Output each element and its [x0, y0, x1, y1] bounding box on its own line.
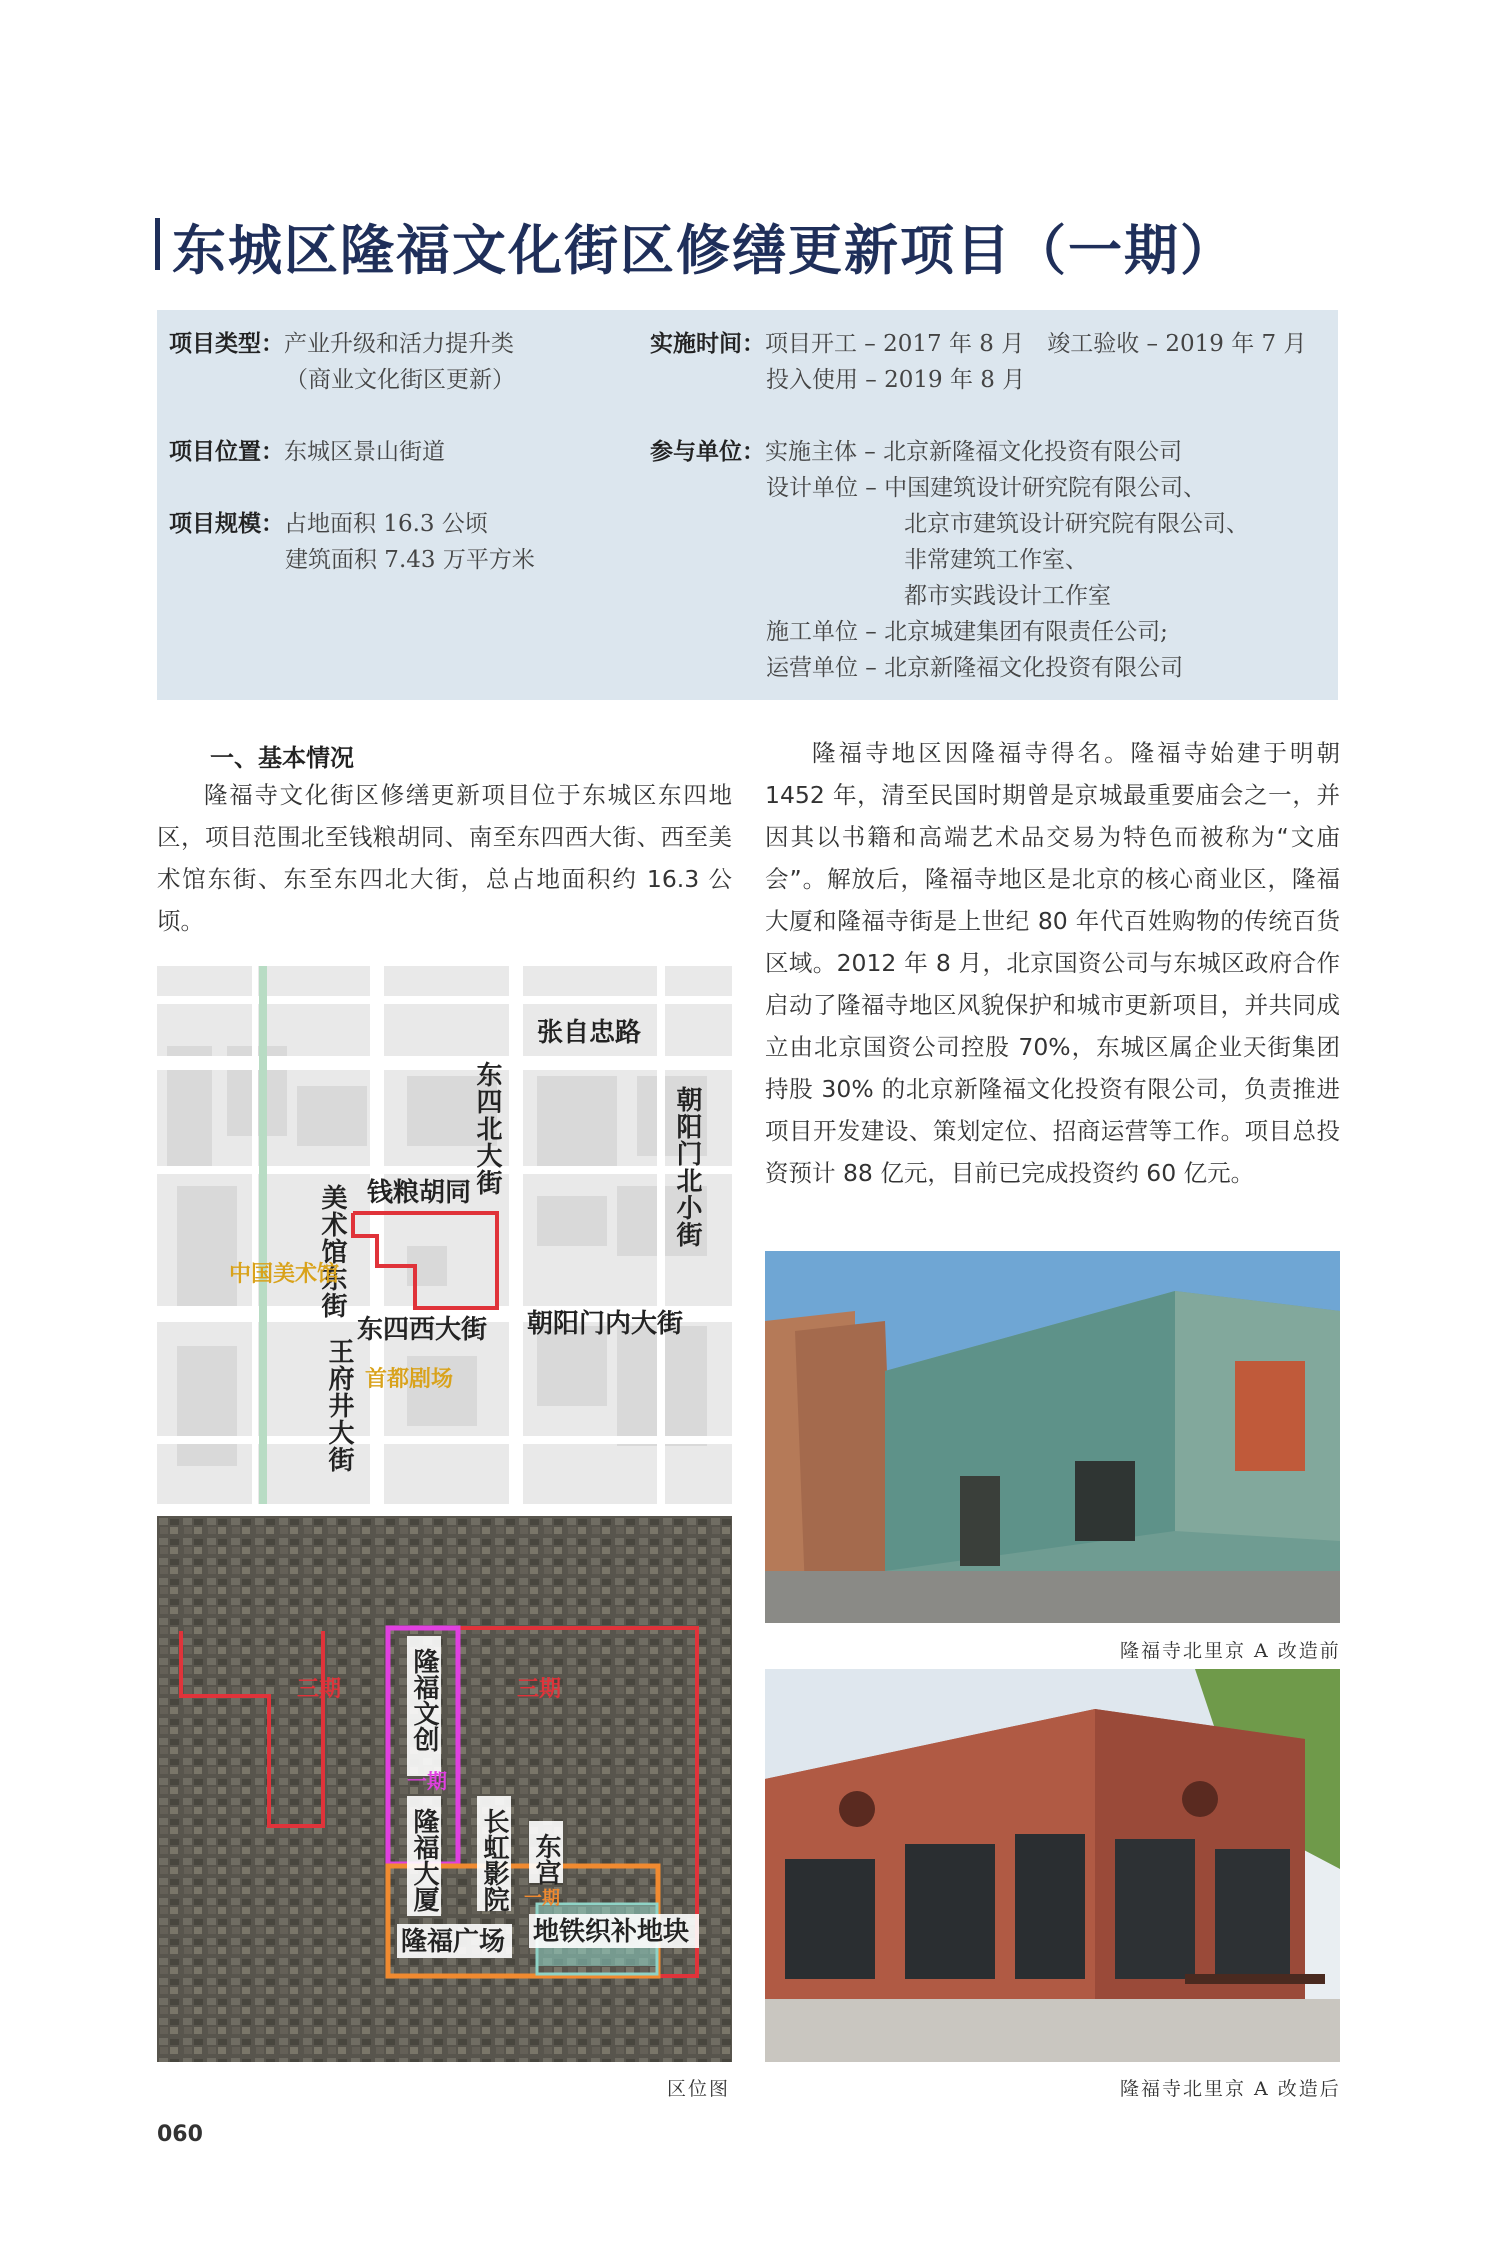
label-dongong [529, 1821, 563, 1885]
svg-text:隆福广场: 隆福广场 [401, 1927, 506, 1957]
label-wangfujing [324, 1338, 354, 1473]
svg-text:美术馆东街: 美术馆东街 [317, 1184, 347, 1319]
photo-before-svg [765, 1251, 1340, 1623]
label-subway-plot [529, 1914, 699, 1948]
label-changhong [477, 1796, 511, 1912]
implementation-time: 实施时间：项目开工 – 2017 年 8 月 竣工验收 – 2019 年 7 月 投入使用 – 2019 年 8 月 [650, 331, 1307, 393]
section-heading: 一、基本情况 [210, 744, 354, 772]
svg-text:东宫: 东宫 [531, 1833, 561, 1885]
label-phase1: 一期 [407, 1769, 447, 1793]
page-number: 060 [157, 2122, 203, 2147]
svg-text:东四北大街: 东四北大街 [472, 1061, 502, 1196]
label-chaoyangmenbei [672, 1086, 702, 1248]
project-scale: 项目规模：占地面积 16.3 公顷 建筑面积 7.43 万平方米 [169, 511, 535, 573]
caption-location-map: 区位图 [667, 2078, 731, 2100]
svg-text:朝阳门北小街: 朝阳门北小街 [672, 1086, 702, 1248]
page-title: 东城区隆福文化街区修缮更新项目（一期） [172, 219, 1236, 282]
photo-after-svg [765, 1669, 1340, 2062]
label-capital-theatre: 首都剧场 [365, 1367, 454, 1392]
project-type: 项目类型：产业升级和活力提升类 （商业文化街区更新） [169, 331, 515, 393]
svg-text:隆福大厦: 隆福大厦 [409, 1808, 439, 1912]
label-chaoyangmennei: 朝阳门内大街 [527, 1309, 684, 1339]
svg-text:长虹影院: 长虹影院 [479, 1808, 509, 1912]
label-phase1b: 一期 [524, 1888, 560, 1909]
label-phase3-left: 三期 [297, 1677, 342, 1702]
title-accent-bar [155, 218, 160, 270]
label-zhangzizhong: 张自忠路 [537, 1018, 642, 1048]
photo-after [765, 1669, 1340, 2062]
label-phase3-right: 三期 [517, 1677, 562, 1702]
caption-before: 隆福寺北里京 A 改造前 [1120, 1640, 1341, 1662]
svg-text:隆福文创: 隆福文创 [409, 1648, 439, 1752]
label-meishuguan-east [317, 1184, 348, 1319]
label-dongsibei [472, 1061, 502, 1196]
caption-after: 隆福寺北里京 A 改造后 [1120, 2078, 1341, 2100]
location-map [157, 966, 732, 1504]
label-longfu-dasha [407, 1796, 441, 1916]
label-qianliang: 钱粮胡同 [367, 1178, 472, 1208]
label-dongsixi: 东四西大街 [357, 1315, 488, 1345]
svg-text:王府井大街: 王府井大街 [324, 1338, 354, 1473]
svg-text:地铁织补地块: 地铁织补地块 [533, 1917, 690, 1947]
right-paragraph: 隆福寺地区因隆福寺得名。隆福寺始建于明朝 1452 年，清至民国时期曾是京城最重要庙会之一，并因其以书籍和高端艺术品交易为特色而被称为“文庙会”。解放后，隆福寺地区是北京的核心商业区，隆福大厦和隆福寺街是上世纪 80 年代百姓购物的传统百货区域。2012 年 8 月，北京国资公司与东城区政府合作启动了隆福寺地区风貌保护和城市更新项目，并共同成立由北京国资公司控股 70%，东城区属企业天街集团持股 30% 的北京新隆福文化投资有限公司，负责推进项目开发建设、策划定位、招商运营等工作。项目总投资预计 88 亿元，目前已完成投资约 60 亿元。 [765, 739, 1340, 1187]
label-longfu-square [397, 1924, 512, 1958]
map-svg [157, 966, 732, 1504]
left-paragraph: 隆福寺文化街区修缮更新项目位于东城区东四地区，项目范围北至钱粮胡同、南至东四西大街、西至美术馆东街、东至东四北大街，总占地面积约 16.3 公顷。 [157, 781, 732, 935]
project-location: 项目位置：东城区景山街道 [169, 439, 445, 465]
label-china-art-museum: 中国美术馆 [229, 1262, 340, 1287]
label-longfu-wenchuang [407, 1636, 441, 1776]
photo-before [765, 1251, 1340, 1623]
project-info-box [157, 310, 1338, 700]
satellite-map [157, 1516, 732, 2062]
participating-units: 参与单位：实施主体 – 北京新隆福文化投资有限公司 设计单位 – 中国建筑设计研究院有限公司、 北京市建筑设计研究院有限公司、 非常建筑工作室、 都市实践设计工作室 施工单位 – 北京城建集团有限责任公司; 运营单位 – 北京新隆福文化投资有限公司 [650, 439, 1249, 681]
satellite-svg [157, 1516, 732, 2062]
